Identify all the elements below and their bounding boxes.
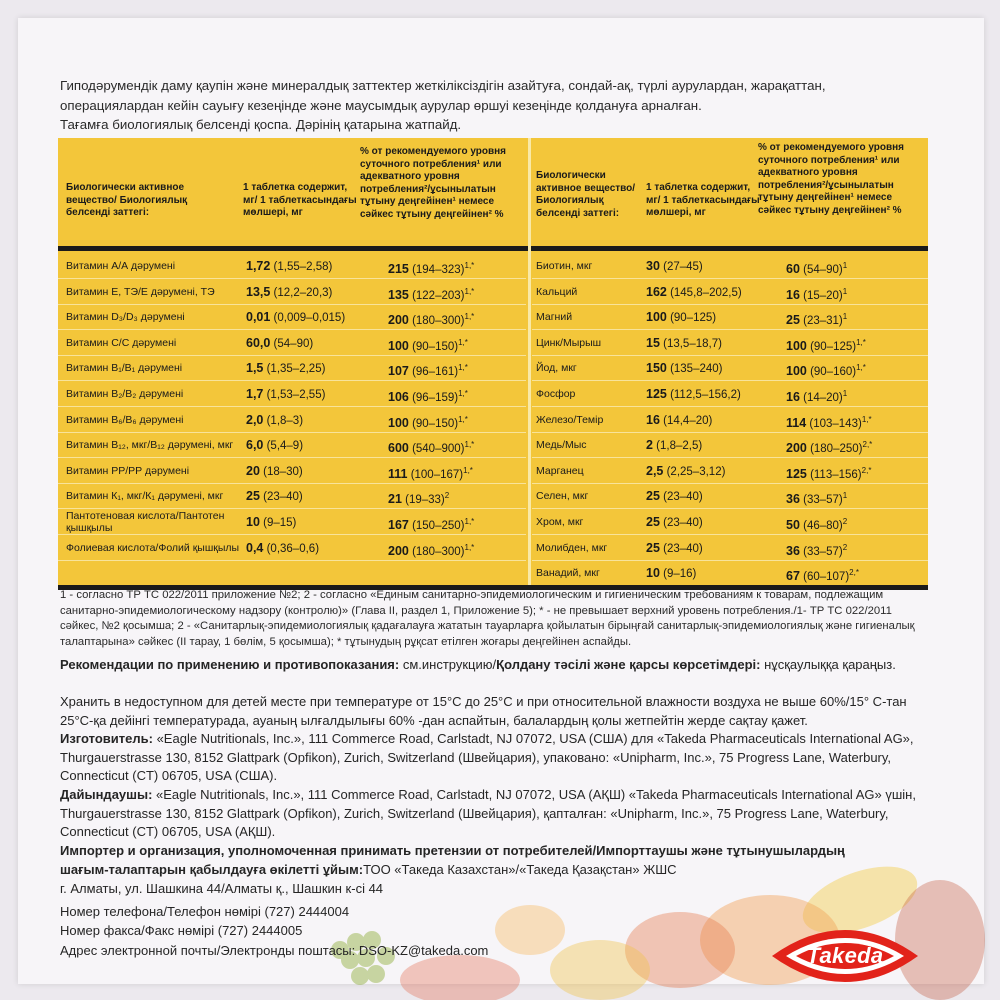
- nutrient-percent: [786, 254, 847, 282]
- percent-value: 36: [786, 492, 800, 507]
- percent-range: (33–57): [803, 545, 843, 558]
- percent-range: (23–31): [803, 315, 843, 328]
- nutrient-name: Фолиевая кислота/Фолий қышқылы: [66, 541, 240, 554]
- percent-value: 36: [786, 543, 800, 558]
- table-row: [532, 510, 928, 535]
- nutrient-name: Железо/Темір: [536, 413, 604, 426]
- nutrient-percent: [786, 382, 847, 410]
- amount-value: 2,0: [246, 412, 264, 427]
- percent-value: 114: [786, 415, 807, 430]
- nutrient-amount: [246, 305, 345, 330]
- amount-range: (90–125): [670, 312, 717, 325]
- phone: Номер телефона/Телефон нөмірі (727) 2444004: [60, 904, 350, 919]
- percent-range: (180–250): [810, 443, 863, 456]
- manufacturer-kz-label: Дайындаушы:: [60, 787, 153, 802]
- footnote-mark: 2: [444, 491, 450, 501]
- recommend-text: см.инструкцию/: [399, 657, 497, 672]
- nutrient-amount: [646, 536, 703, 561]
- intro-line: Тағамға биологиялық белсенді қоспа. Дәрінің қатарына жатпайд.: [60, 117, 462, 132]
- table-row: [532, 459, 928, 484]
- nutrient-percent: [388, 305, 474, 333]
- nutrient-percent: [786, 408, 872, 436]
- amount-range: (1,8–2,5): [656, 440, 703, 453]
- percent-range: (180–300): [412, 545, 465, 558]
- amount-range: (1,55–2,58): [273, 261, 333, 273]
- nutrient-amount: [246, 510, 296, 535]
- nutrient-percent: [786, 459, 871, 487]
- manufacturer-text: «Eagle Nutritionals, Inc.», 111 Commerce Road, Carlstadt, NJ 07072, USA (США) для «Takeda Pharmaceuticals International AG», Thurgauerstrasse 130, 8152 Glattpark (Opfikon), Zurich, Switzerland (Швейцария), упаковано: «Unipharm, Inc.», 75 Progress Lane, Waterbury, Connecticut (CT) 06705, USA (США).: [60, 731, 914, 783]
- footnote-mark: 1,*: [458, 389, 468, 398]
- percent-range: (90–160): [810, 366, 857, 379]
- nutrient-amount: [646, 510, 703, 535]
- recommend-label-kz: Қолдану тәсілі және қарсы көрсетімдері:: [496, 657, 761, 672]
- amount-range: (145,8–202,5): [670, 286, 742, 299]
- nutrient-amount: [646, 382, 741, 407]
- footnote-mark: 1,*: [464, 440, 475, 450]
- percent-range: (90–125): [810, 340, 857, 353]
- recommendations: [60, 656, 930, 675]
- header-amount-left: 1 таблетка содержит, мг/ 1 таблеткасындағы мөлшері, мг: [243, 182, 357, 218]
- amount-value: 25: [646, 515, 660, 529]
- table-row: [532, 382, 928, 407]
- amount-value: 0,4: [246, 540, 264, 555]
- nutrient-name: Цинк/Мырыш: [536, 336, 602, 349]
- percent-value: 100: [388, 338, 409, 353]
- nutrient-name: Марганец: [536, 464, 584, 477]
- percent-value: 100: [388, 415, 409, 430]
- percent-range: (90–150): [412, 417, 459, 430]
- header-name-left: Биологически активное вещество/ Биологиялық белсенді заттегі:: [66, 182, 188, 218]
- nutrient-table: [58, 138, 928, 590]
- nutrient-percent: [388, 331, 468, 359]
- table-row: [58, 433, 526, 458]
- table-row: [58, 536, 526, 561]
- percent-value: 167: [388, 517, 409, 532]
- logo-text: Takeda: [806, 943, 884, 968]
- footnote-mark: 2,*: [861, 465, 872, 475]
- nutrient-amount: [646, 459, 725, 484]
- amount-value: 125: [646, 387, 667, 401]
- nutrient-amount: [246, 484, 303, 509]
- amount-range: (0,36–0,6): [266, 542, 320, 555]
- table-row: [58, 408, 526, 433]
- email: Адрес электронной почты/Электронды поштасы: DSO-KZ@takeda.com: [60, 943, 489, 958]
- footnote-mark: 1,*: [856, 337, 866, 347]
- nutrient-percent: [388, 459, 473, 487]
- amount-value: 6,0: [246, 438, 264, 453]
- percent-value: 67: [786, 569, 800, 584]
- footnote-mark: 2,*: [849, 568, 859, 578]
- nutrient-name: Витамин В₁/В₁ дәрумені: [66, 362, 183, 375]
- amount-range: (12,2–20,3): [273, 286, 333, 299]
- percent-range: (54–90): [803, 263, 843, 276]
- percent-range: (33–57): [803, 494, 843, 507]
- amount-value: 13,5: [246, 284, 271, 299]
- percent-value: 16: [786, 287, 800, 302]
- footnote-mark: 1: [842, 286, 848, 296]
- table-row: [58, 510, 526, 535]
- nutrient-name: Молибден, мкг: [536, 541, 608, 554]
- table-row: [532, 484, 928, 509]
- percent-value: 125: [786, 466, 807, 481]
- nutrient-percent: [786, 536, 847, 564]
- nutrient-name: Витамин РР/РР дәрумені: [66, 464, 190, 477]
- percent-range: (46–80): [803, 519, 843, 532]
- manufacturer-kz: [60, 786, 930, 842]
- amount-range: (23–40): [663, 542, 703, 555]
- nutrient-amount: [246, 382, 325, 407]
- table-header-divider: [58, 246, 928, 251]
- header-pct-left: % от рекомендуемого уровня суточного потребления¹ или адекватного уровня потребления²/ұсынылатын тұтыну деңгейінен¹ немесе сәйкес тұтыну деңгейінен² %: [360, 146, 507, 220]
- amount-value: 25: [246, 489, 260, 504]
- nutrient-percent: [388, 254, 474, 282]
- footnote-mark: 1: [842, 312, 848, 322]
- nutrient-name: Витамин В₁₂, мкг/В₁₂ дәрумені, мкг: [66, 439, 234, 452]
- nutrient-name: Селен, мкг: [536, 490, 589, 503]
- nutrient-name: Витамин Е, ТЭ/Е дәрумені, ТЭ: [66, 285, 215, 298]
- amount-range: (1,35–2,25): [266, 363, 326, 376]
- nutrient-amount: [246, 433, 303, 458]
- percent-range: (540–900): [412, 443, 465, 456]
- footnote-mark: 1,*: [458, 337, 468, 347]
- nutrient-name: Магний: [536, 311, 573, 324]
- percent-range: (19–33): [405, 494, 445, 507]
- nutrient-percent: [786, 433, 872, 461]
- table-row: [58, 382, 526, 407]
- amount-value: 2,5: [646, 463, 664, 478]
- percent-range: (122–203): [412, 289, 465, 302]
- nutrient-amount: [246, 408, 303, 433]
- footnote-mark: 1,*: [463, 465, 473, 475]
- nutrient-percent: [388, 408, 468, 436]
- amount-value: 1,7: [246, 387, 264, 401]
- nutrient-amount: [646, 254, 703, 279]
- table-row: [532, 433, 928, 458]
- storage-text: Хранить в недоступном для детей месте при температуре от 15°С до 25°С и при относительной влажности воздуха не выше 60%/15° С-тан 25°С-қа дейінгі температурада, ауаның ылғалдылығы 60% -дан аспайтын, балалардың қолы жетпейтін жерде сақтау қажет.: [60, 694, 907, 728]
- nutrient-name: Фосфор: [536, 388, 576, 400]
- nutrient-name: Медь/Мыс: [536, 439, 587, 452]
- table-row: [58, 484, 526, 509]
- table-row: [532, 408, 928, 433]
- nutrient-name: Пантотеновая кислота/Пантотен қышқылы: [66, 510, 225, 534]
- table-row: [58, 305, 526, 330]
- nutrient-percent: [786, 510, 847, 538]
- manufacturer: [60, 730, 930, 786]
- footnote-mark: 1,*: [464, 542, 475, 552]
- percent-value: 100: [786, 338, 807, 353]
- percent-range: (14–20): [803, 391, 843, 404]
- amount-range: (2,25–3,12): [666, 465, 726, 478]
- nutrient-percent: [388, 484, 449, 512]
- amount-value: 2: [646, 438, 653, 453]
- percent-value: 200: [388, 313, 409, 328]
- percent-value: 100: [786, 364, 807, 379]
- footnote-mark: 2,*: [862, 440, 873, 450]
- percent-value: 200: [388, 543, 409, 558]
- percent-value: 111: [388, 466, 408, 481]
- nutrient-amount: [246, 356, 325, 381]
- footnote-mark: 1,*: [464, 517, 475, 526]
- nutrient-name: Витамин С/С дәрумені: [66, 336, 177, 349]
- nutrient-amount: [246, 280, 332, 305]
- nutrient-percent: [388, 433, 474, 461]
- footnote-mark: 2: [842, 542, 848, 552]
- nutrient-name: Витамин К₁, мкг/К₁ дәрумені, мкг: [66, 490, 224, 503]
- footnote-mark: 1: [842, 261, 848, 270]
- amount-value: 1,5: [246, 361, 264, 376]
- percent-range: (60–107): [803, 571, 850, 584]
- table-row: [58, 254, 526, 279]
- percent-range: (103–143): [809, 417, 862, 430]
- amount-range: (135–240): [670, 363, 723, 376]
- percent-value: 16: [786, 389, 800, 404]
- manufacturer-kz-text: «Eagle Nutritionals, Inc.», 111 Commerce Road, Carlstadt, NJ 07072, USA (АҚШ) «Takeda Pharmaceuticals International AG» үшін, Thurgauerstrasse 130, 8152 Glattpark (Opfikon), Zurich, Switzerland (Швейцария), қапталған: «Unipharm, Inc.», 75 Progress Lane, Waterbury, Connecticut (CT) 06705, USA (АҚШ).: [60, 787, 916, 839]
- table-row: [58, 356, 526, 381]
- amount-value: 15: [646, 335, 660, 350]
- nutrient-amount: [246, 331, 313, 356]
- percent-value: 107: [388, 364, 409, 379]
- footnote-mark: 1,*: [464, 312, 475, 322]
- nutrient-name: Хром, мкг: [536, 516, 584, 528]
- amount-value: 100: [646, 310, 667, 325]
- footnote-mark: 1,*: [458, 363, 468, 373]
- nutrient-amount: [246, 459, 303, 484]
- amount-value: 25: [646, 489, 660, 504]
- nutrient-amount: [646, 408, 712, 433]
- table-column-divider: [528, 138, 531, 585]
- nutrient-percent: [388, 382, 468, 410]
- nutrient-amount: [646, 484, 703, 509]
- amount-range: (9–15): [263, 517, 297, 529]
- amount-range: (27–45): [663, 261, 703, 273]
- table-row: [58, 331, 526, 356]
- percent-range: (100–167): [410, 468, 464, 481]
- amount-range: (23–40): [263, 491, 303, 504]
- nutrient-amount: [646, 561, 696, 586]
- nutrient-name: Витамин В₂/В₂ дәрумені: [66, 388, 184, 400]
- amount-range: (54–90): [273, 337, 314, 350]
- amount-value: 0,01: [246, 310, 271, 325]
- amount-value: 30: [646, 259, 660, 273]
- percent-value: 215: [388, 261, 409, 276]
- table-row: [532, 536, 928, 561]
- recommend-label: Рекомендации по применению и противопоказания:: [60, 657, 400, 672]
- importer-text: ТОО «Такеда Казахстан»/«Такеда Қазақстан» ЖШС: [363, 861, 677, 877]
- amount-range: (9–16): [663, 568, 697, 581]
- nutrient-percent: [786, 280, 847, 308]
- amount-range: (1,8–3): [266, 414, 304, 427]
- amount-value: 162: [646, 284, 667, 299]
- percent-range: (180–300): [412, 315, 465, 328]
- amount-value: 25: [646, 540, 660, 555]
- nutrient-percent: [388, 536, 474, 564]
- footnote-mark: 1,*: [464, 286, 475, 296]
- amount-range: (14,4–20): [663, 414, 713, 427]
- nutrient-amount: [646, 305, 716, 330]
- percent-range: (96–159): [412, 391, 459, 404]
- recommend-text-kz: нұсқаулыққа қараңыз.: [760, 657, 896, 672]
- footnote-mark: 1,*: [458, 414, 468, 424]
- nutrient-percent: [786, 331, 866, 359]
- amount-value: 60,0: [246, 335, 271, 350]
- nutrient-amount: [246, 254, 332, 279]
- amount-range: (23–40): [663, 491, 703, 504]
- nutrient-amount: [646, 280, 742, 305]
- nutrient-percent: [786, 484, 847, 512]
- percent-range: (96–161): [412, 366, 459, 379]
- nutrient-amount: [646, 356, 723, 381]
- importer-label: Импортер и организация, уполномоченная принимать претензии от потребителей/Импорттаушы және тұтынушылардың шағым-талаптарын қабылдауға өкілетті ұйым:: [60, 843, 845, 877]
- nutrient-percent: [786, 305, 847, 333]
- percent-value: 21: [388, 492, 402, 507]
- nutrient-percent: [388, 510, 474, 538]
- nutrient-amount: [646, 433, 702, 458]
- percent-value: 135: [388, 287, 409, 302]
- amount-value: 20: [246, 463, 260, 478]
- percent-range: (150–250): [412, 519, 465, 532]
- nutrient-name: Биотин, мкг: [536, 260, 593, 272]
- nutrient-name: Ванадий, мкг: [536, 567, 600, 580]
- amount-value: 10: [646, 566, 660, 581]
- header-pct-right: % от рекомендуемого уровня суточного потребления¹ или адекватного уровня потребления²/ұсынылатын тұтыну деңгейінен¹ немесе сәйкес тұтыну деңгейінен² %: [758, 142, 905, 216]
- percent-value: 600: [388, 441, 409, 456]
- footnote-mark: 1,*: [861, 414, 872, 424]
- amount-range: (0,009–0,015): [273, 312, 346, 325]
- footnotes: 1 - согласно ТР ТС 022/2011 приложение №2; 2 - согласно «Единым санитарно-эпидемиологическим и гигиеническим требованиям к товарам, подлежащим санитарно-эпидемиологическому надзору (контролю)» (Глава II, раздел 1, Приложение 5); * - не превышает верхний уровень потребления./1- ТР ТС 022/2011 сәйкес, №2 қосымша; 2 - «Санитарлық-эпидемиологиялық қадағалауға жататын тауарларға қойылатын бірыңғай санитарлық-эпидемиологиялық және гигиеналық талаптарына» сәйкес (ІІ тарау, 1 бөлім, 5 қосымша); * тұтынудың рұқсат етілген жоғары деңгейінен аспайды.: [60, 589, 915, 648]
- nutrient-amount: [646, 331, 722, 356]
- nutrient-percent: [388, 280, 474, 308]
- table-row: [58, 459, 526, 484]
- percent-value: 25: [786, 313, 800, 328]
- takeda-logo: [768, 926, 922, 986]
- nutrient-name: Витамин В₆/В₆ дәрумені: [66, 413, 184, 426]
- address: г. Алматы, ул. Шашкина 44/Алматы қ., Шашкин к-сі 44: [60, 881, 384, 896]
- table-row: [532, 331, 928, 356]
- amount-value: 1,72: [246, 259, 271, 273]
- nutrient-name: Витамин D₃/D₃ дәрумені: [66, 311, 185, 324]
- percent-range: (113–156): [810, 468, 862, 481]
- table-row: [532, 280, 928, 305]
- amount-range: (1,53–2,55): [266, 389, 326, 401]
- table-row: [532, 254, 928, 279]
- amount-range: (13,5–18,7): [663, 337, 722, 350]
- nutrient-percent: [388, 356, 468, 384]
- percent-range: (90–150): [412, 340, 459, 353]
- nutrient-percent: [786, 356, 866, 384]
- amount-range: (18–30): [263, 465, 303, 478]
- table-row: [532, 305, 928, 330]
- amount-value: 150: [646, 361, 667, 376]
- percent-value: 50: [786, 517, 800, 532]
- header-amount-right: 1 таблетка содержит, мг/ 1 таблеткасындағы мөлшері, мг: [646, 182, 760, 218]
- manufacturer-label: Изготовитель:: [60, 731, 153, 746]
- intro-line: Гиподәрумендік даму қаупін және минералдық заттектер жеткіліксіздігін азайтуға, сондай-ақ, түрлі аурулардан, жарақаттан,: [60, 78, 826, 93]
- percent-range: (194–323): [412, 263, 465, 276]
- amount-range: (5,4–9): [266, 440, 304, 453]
- intro-line: операциялардан кейін сауығу кезеңінде және маусымдық аурулар өршуі кезеңінде қолдануға арналған.: [60, 97, 702, 113]
- footnote-mark: 1: [842, 389, 848, 398]
- footnote-mark: 1,*: [856, 363, 866, 373]
- intro-text: [60, 76, 900, 135]
- percent-value: 60: [786, 261, 800, 276]
- amount-value: 16: [646, 412, 660, 427]
- table-row: [532, 561, 928, 586]
- fax: Номер факса/Факс нөмірі (727) 2444005: [60, 923, 303, 938]
- header-name-right: Биологически активное вещество/ Биологиялық белсенді заттегі:: [536, 170, 636, 219]
- table-row: [58, 280, 526, 305]
- amount-value: 10: [246, 515, 260, 529]
- footnote-mark: 1: [842, 491, 848, 501]
- amount-range: (112,5–156,2): [670, 389, 741, 401]
- table-row: [532, 356, 928, 381]
- footnote-mark: 2: [842, 517, 848, 526]
- nutrient-name: Витамин А/А дәрумені: [66, 260, 176, 272]
- percent-range: (15–20): [803, 289, 843, 302]
- amount-range: (23–40): [663, 517, 703, 529]
- percent-value: 106: [388, 389, 409, 404]
- importer: [60, 842, 890, 879]
- nutrient-name: Йод, мкг: [536, 362, 577, 375]
- percent-value: 200: [786, 441, 807, 456]
- footnote-mark: 1,*: [464, 261, 475, 270]
- nutrient-name: Кальций: [536, 285, 578, 298]
- nutrient-amount: [246, 536, 319, 561]
